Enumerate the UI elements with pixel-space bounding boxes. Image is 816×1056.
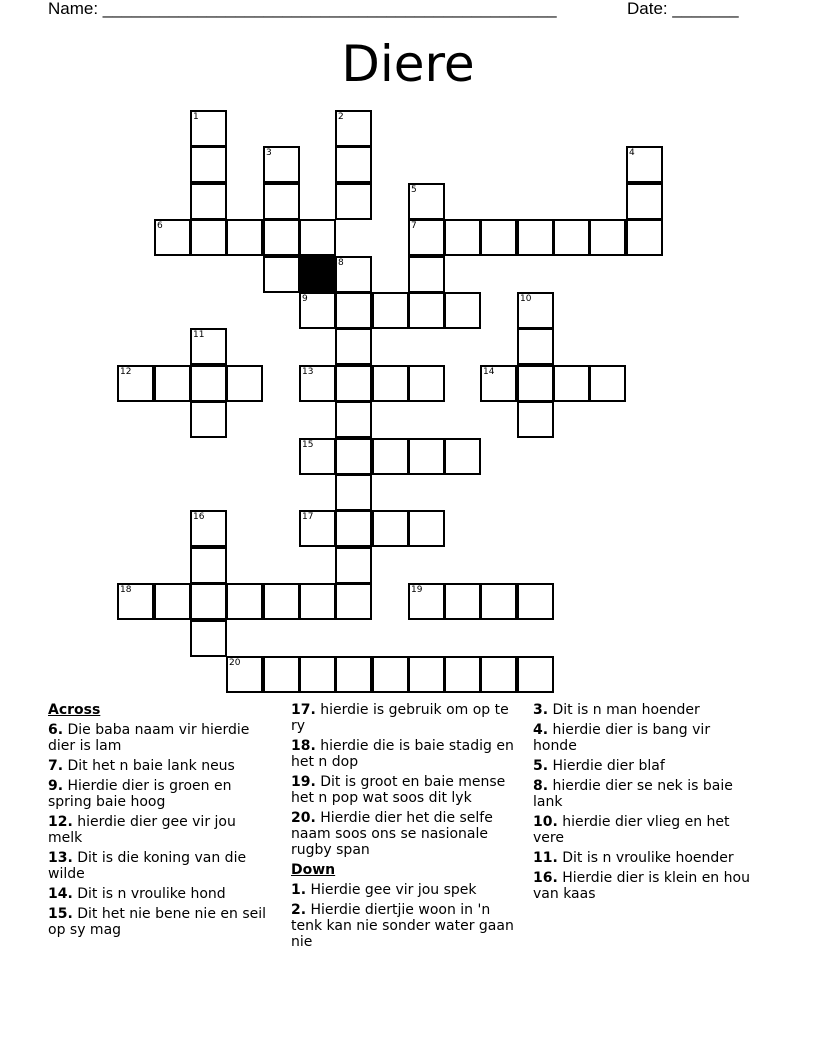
grid-cell[interactable] [444, 438, 481, 475]
grid-cell[interactable] [335, 365, 372, 402]
clues-column-2 [291, 702, 516, 954]
grid-cell[interactable] [335, 110, 372, 147]
clue-number: 6. [48, 722, 64, 738]
grid-cell[interactable] [335, 328, 372, 365]
grid-cell[interactable] [335, 474, 372, 511]
clue-number: 7. [48, 758, 64, 774]
grid-cell[interactable] [444, 583, 481, 620]
clue-text: Dit is n vroulike hoender [557, 850, 734, 866]
black-square [299, 256, 336, 293]
grid-cell[interactable] [335, 256, 372, 293]
grid-cell[interactable] [626, 183, 663, 220]
grid-cell[interactable] [190, 183, 227, 220]
clue-text: Dit is groot en baie mense het n pop wat soos dit lyk [291, 774, 506, 806]
grid-cell[interactable] [408, 438, 445, 475]
grid-cell[interactable] [263, 656, 300, 693]
grid-cell[interactable] [517, 583, 554, 620]
grid-cell[interactable] [117, 365, 154, 402]
clue-number: 3. [533, 702, 549, 718]
clue-number: 1. [291, 882, 307, 898]
clue-number: 10. [533, 814, 558, 830]
clue-text: hierdie dier gee vir jou melk [48, 814, 236, 846]
clue-item [533, 778, 758, 810]
clue-text: hierdie is gebruik om op te ry [291, 702, 509, 734]
grid-cell[interactable] [517, 328, 554, 365]
clue-number: 13 [302, 367, 314, 377]
clue-number: 5 [411, 185, 417, 195]
grid-cell[interactable] [480, 219, 517, 256]
clue-text: Hierdie dier blaf [548, 758, 665, 774]
clue-item [48, 886, 273, 902]
grid-cell[interactable] [299, 365, 336, 402]
clue-number: 12 [120, 367, 132, 377]
grid-cell[interactable] [190, 620, 227, 657]
grid-cell[interactable] [154, 219, 191, 256]
clue-number: 19 [411, 585, 423, 595]
grid-cell[interactable] [335, 510, 372, 547]
clue-number: 6 [157, 221, 163, 231]
grid-cell[interactable] [372, 656, 409, 693]
grid-cell[interactable] [589, 219, 626, 256]
grid-cell[interactable] [372, 438, 409, 475]
clue-number: 9 [302, 294, 308, 304]
clue-section-heading: Across [48, 702, 101, 718]
clue-number: 7 [411, 221, 417, 231]
grid-cell[interactable] [335, 438, 372, 475]
grid-cell[interactable] [299, 438, 336, 475]
clue-text: Die baba naam vir hierdie dier is lam [48, 722, 250, 754]
clue-text: hierdie dier vlieg en het vere [533, 814, 730, 846]
clue-item [48, 778, 273, 810]
clue-number: 15 [302, 440, 314, 450]
grid-cell[interactable] [263, 256, 300, 293]
clue-text: Dit het n baie lank neus [63, 758, 235, 774]
clue-number: 20. [291, 810, 316, 826]
page-title: Diere [341, 35, 475, 93]
clue-number: 4 [629, 148, 635, 158]
clue-item [533, 814, 758, 846]
clue-item [291, 882, 516, 898]
clue-item [533, 702, 758, 718]
grid-cell[interactable] [335, 656, 372, 693]
grid-cell[interactable] [517, 401, 554, 438]
grid-cell[interactable] [335, 583, 372, 620]
grid-cell[interactable] [299, 219, 336, 256]
grid-cell[interactable] [190, 146, 227, 183]
grid-cell[interactable] [408, 365, 445, 402]
clue-number: 1 [193, 112, 199, 122]
grid-cell[interactable] [263, 183, 300, 220]
clue-number: 3 [266, 148, 272, 158]
grid-cell[interactable] [517, 292, 554, 329]
clue-item [533, 850, 758, 866]
clue-number: 5. [533, 758, 549, 774]
grid-cell[interactable] [335, 547, 372, 584]
clue-item [48, 722, 273, 754]
clue-item [291, 902, 516, 950]
grid-cell[interactable] [408, 292, 445, 329]
clue-number: 8. [533, 778, 549, 794]
clue-item [48, 814, 273, 846]
clue-item [291, 810, 516, 858]
grid-cell[interactable] [335, 292, 372, 329]
clue-number: 12. [48, 814, 73, 830]
grid-cell[interactable] [408, 510, 445, 547]
grid-cell[interactable] [444, 292, 481, 329]
grid-cell[interactable] [190, 547, 227, 584]
grid-cell[interactable] [626, 219, 663, 256]
clue-number: 15. [48, 906, 73, 922]
grid-cell[interactable] [444, 219, 481, 256]
clue-number: 11 [193, 330, 205, 340]
clue-item [533, 722, 758, 754]
clue-number: 14 [483, 367, 495, 377]
grid-cell[interactable] [553, 365, 590, 402]
clue-number: 18. [291, 738, 316, 754]
grid-cell[interactable] [408, 219, 445, 256]
grid-cell[interactable] [372, 510, 409, 547]
grid-cell[interactable] [553, 219, 590, 256]
clue-text: hierdie dier se nek is baie lank [533, 778, 733, 810]
clue-number: 11. [533, 850, 558, 866]
clue-number: 2 [338, 112, 344, 122]
clue-item [48, 850, 273, 882]
grid-cell[interactable] [444, 656, 481, 693]
grid-cell[interactable] [589, 365, 626, 402]
clue-text: hierdie die is baie stadig en het n dop [291, 738, 514, 770]
clue-text: Hierdie diertjie woon in 'n tenk kan nie sonder water gaan nie [291, 902, 514, 950]
grid-cell[interactable] [335, 183, 372, 220]
grid-cell[interactable] [190, 365, 227, 402]
grid-cell[interactable] [480, 583, 517, 620]
clue-text: Hierdie gee vir jou spek [306, 882, 477, 898]
clue-number: 2. [291, 902, 307, 918]
grid-cell[interactable] [226, 219, 263, 256]
clue-number: 4. [533, 722, 549, 738]
clue-item [533, 758, 758, 774]
grid-cell[interactable] [117, 583, 154, 620]
clues-column-1 [48, 702, 273, 942]
clue-number: 17 [302, 512, 314, 522]
grid-cell[interactable] [226, 656, 263, 693]
grid-cell[interactable] [408, 656, 445, 693]
clue-number: 16 [193, 512, 205, 522]
grid-cell[interactable] [299, 292, 336, 329]
clue-item [48, 758, 273, 774]
clue-text: Dit het nie bene nie en seil op sy mag [48, 906, 267, 938]
clue-text: Hierdie dier is klein en hou van kaas [533, 870, 750, 902]
clue-number: 20 [229, 658, 241, 668]
grid-cell[interactable] [190, 510, 227, 547]
grid-cell[interactable] [154, 365, 191, 402]
grid-cell[interactable] [517, 219, 554, 256]
grid-cell[interactable] [517, 365, 554, 402]
grid-cell[interactable] [408, 256, 445, 293]
clue-number: 19. [291, 774, 316, 790]
clue-number: 14. [48, 886, 73, 902]
clue-number: 17. [291, 702, 316, 718]
grid-cell[interactable] [263, 219, 300, 256]
grid-cell[interactable] [299, 510, 336, 547]
grid-cell[interactable] [190, 328, 227, 365]
grid-cell[interactable] [190, 401, 227, 438]
clue-number: 10 [520, 294, 532, 304]
clues-column-3 [533, 702, 758, 906]
grid-cell[interactable] [190, 110, 227, 147]
clue-number: 9. [48, 778, 64, 794]
clue-section-heading: Down [291, 862, 336, 878]
grid-cell[interactable] [190, 583, 227, 620]
clue-number: 13. [48, 850, 73, 866]
name-field-label: Name: ________________________________________________ [48, 0, 557, 18]
grid-cell[interactable] [154, 583, 191, 620]
grid-cell[interactable] [335, 146, 372, 183]
clue-number: 16. [533, 870, 558, 886]
clue-text: Hierdie dier is groen en spring baie hoog [48, 778, 232, 810]
clue-number: 18 [120, 585, 132, 595]
grid-cell[interactable] [299, 656, 336, 693]
grid-cell[interactable] [372, 365, 409, 402]
clue-item [48, 906, 273, 938]
clue-number: 8 [338, 258, 344, 268]
clue-item [291, 774, 516, 806]
grid-cell[interactable] [408, 183, 445, 220]
clue-item [291, 702, 516, 734]
grid-cell[interactable] [335, 401, 372, 438]
clue-item [533, 870, 758, 902]
clue-text: Dit is n man hoender [548, 702, 700, 718]
grid-cell[interactable] [372, 292, 409, 329]
grid-cell[interactable] [263, 146, 300, 183]
grid-cell[interactable] [626, 146, 663, 183]
grid-cell[interactable] [517, 656, 554, 693]
grid-cell[interactable] [408, 583, 445, 620]
clue-item [291, 738, 516, 770]
grid-cell[interactable] [299, 583, 336, 620]
grid-cell[interactable] [226, 583, 263, 620]
grid-cell[interactable] [190, 219, 227, 256]
clue-text: Dit is die koning van die wilde [48, 850, 247, 882]
grid-cell[interactable] [263, 583, 300, 620]
grid-cell[interactable] [480, 365, 517, 402]
grid-cell[interactable] [480, 656, 517, 693]
clue-text: Hierdie dier het die selfe naam soos ons se nasionale rugby span [291, 810, 493, 858]
date-field-label: Date: _______ [627, 0, 739, 18]
grid-cell[interactable] [226, 365, 263, 402]
clue-text: hierdie dier is bang vir honde [533, 722, 711, 754]
clue-text: Dit is n vroulike hond [72, 886, 226, 902]
